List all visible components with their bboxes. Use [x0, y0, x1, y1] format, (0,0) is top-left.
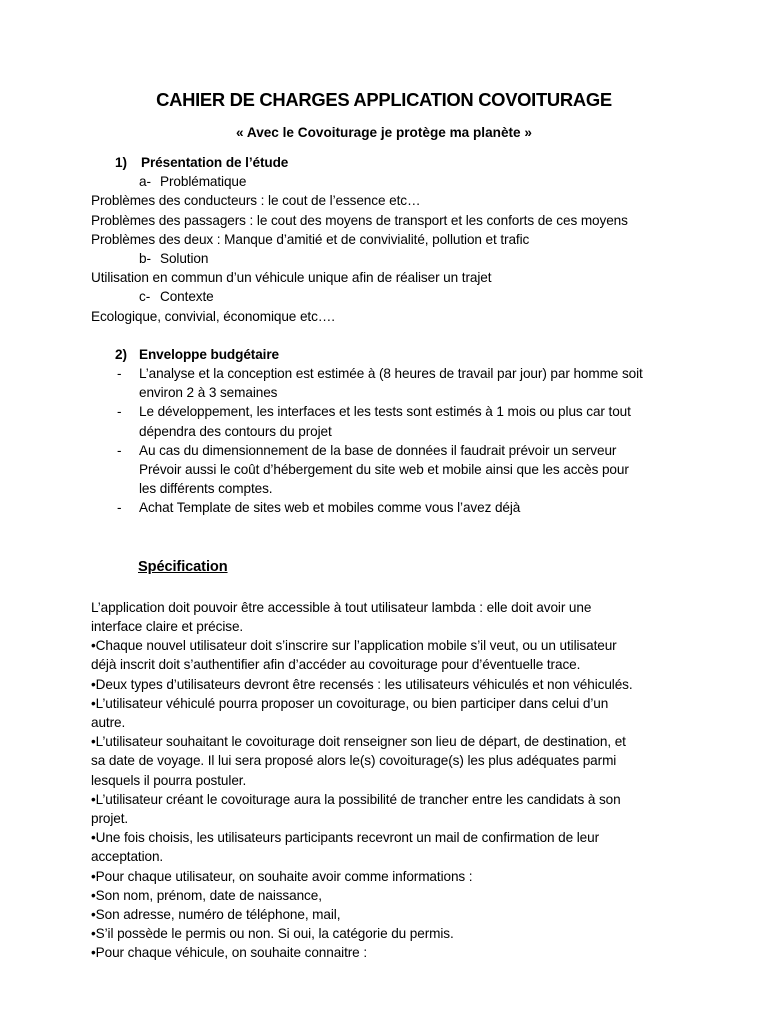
- spec-line: projet.: [91, 811, 129, 826]
- sub-a-marker: a-: [139, 174, 151, 189]
- spec-line: •Son nom, prénom, date de naissance,: [91, 888, 322, 903]
- spec-line: •Pour chaque utilisateur, on souhaite avoir comme informations :: [91, 869, 473, 884]
- budget-line: L’analyse et la conception est estimée à (8 heures de travail par jour) par homme soit: [139, 366, 643, 381]
- problem-line: Problèmes des deux : Manque d’amitié et de convivialité, pollution et trafic: [91, 232, 530, 247]
- sub-b-label: Solution: [160, 251, 209, 266]
- problem-line: Problèmes des conducteurs : le cout de l’essence etc…: [91, 193, 421, 208]
- sub-c-marker: c-: [139, 289, 151, 304]
- bullet-dash: -: [117, 404, 122, 419]
- section1-number: 1): [115, 155, 127, 170]
- spec-line: L’application doit pouvoir être accessible à tout utilisateur lambda : elle doit avoir une: [91, 600, 592, 615]
- budget-line: Prévoir aussi le coût d’hébergement du site web et mobile ainsi que les accès pour: [139, 462, 629, 477]
- spec-line: lesquels il pourra postuler.: [91, 773, 247, 788]
- budget-line: les différents comptes.: [139, 481, 273, 496]
- spec-line: interface claire et précise.: [91, 619, 244, 634]
- spec-line: autre.: [91, 715, 126, 730]
- spec-line: •L’utilisateur véhiculé pourra proposer un covoiturage, ou bien participer dans celui d’un: [91, 696, 609, 711]
- spec-line: •Deux types d’utilisateurs devront être recensés : les utilisateurs véhiculés et non véhiculés.: [91, 677, 633, 692]
- context-line: Ecologique, convivial, économique etc….: [91, 309, 335, 324]
- sub-b-marker: b-: [139, 251, 151, 266]
- spec-line: •Pour chaque véhicule, on souhaite connaitre :: [91, 945, 367, 960]
- budget-line: Le développement, les interfaces et les tests sont estimés à 1 mois ou plus car tout: [139, 404, 631, 419]
- budget-line: dépendra des contours du projet: [139, 424, 332, 439]
- problem-line: Problèmes des passagers : le cout des moyens de transport et les conforts de ces moyens: [91, 213, 628, 228]
- bullet-dash: -: [117, 366, 122, 381]
- spec-line: •Chaque nouvel utilisateur doit s’inscrire sur l’application mobile s’il veut, ou un utilisateur: [91, 638, 617, 653]
- spec-line: •L’utilisateur créant le covoiturage aura la possibilité de trancher entre les candidats à son: [91, 792, 621, 807]
- spec-line: déjà inscrit doit s’authentifier afin d’accéder au covoiturage pour d’éventuelle trace.: [91, 657, 581, 672]
- budget-line: Achat Template de sites web et mobiles comme vous l’avez déjà: [139, 500, 521, 515]
- budget-line: Au cas du dimensionnement de la base de données il faudrait prévoir un serveur: [139, 443, 617, 458]
- sub-a-label: Problématique: [160, 174, 247, 189]
- solution-line: Utilisation en commun d’un véhicule unique afin de réaliser un trajet: [91, 270, 492, 285]
- bullet-dash: -: [117, 500, 122, 515]
- section2-heading: Enveloppe budgétaire: [139, 347, 280, 362]
- specification-heading: Spécification: [138, 559, 228, 575]
- section2-number: 2): [115, 347, 127, 362]
- document-subtitle: « Avec le Covoiturage je protège ma planète »: [236, 125, 532, 140]
- spec-line: •S’il possède le permis ou non. Si oui, la catégorie du permis.: [91, 926, 454, 941]
- spec-line: acceptation.: [91, 849, 164, 864]
- document-title: CAHIER DE CHARGES APPLICATION COVOITURAGE: [156, 89, 612, 110]
- section1-heading: Présentation de l’étude: [141, 155, 289, 170]
- sub-c-label: Contexte: [160, 289, 214, 304]
- spec-line: •L’utilisateur souhaitant le covoiturage doit renseigner son lieu de départ, de destination, et: [91, 734, 626, 749]
- spec-line: •Son adresse, numéro de téléphone, mail,: [91, 907, 341, 922]
- spec-line: •Une fois choisis, les utilisateurs participants recevront un mail de confirmation de leur: [91, 830, 600, 845]
- spec-line: sa date de voyage. Il lui sera proposé alors le(s) covoiturage(s) les plus adéquates parmi: [91, 753, 617, 768]
- bullet-dash: -: [117, 443, 122, 458]
- budget-line: environ 2 à 3 semaines: [139, 385, 278, 400]
